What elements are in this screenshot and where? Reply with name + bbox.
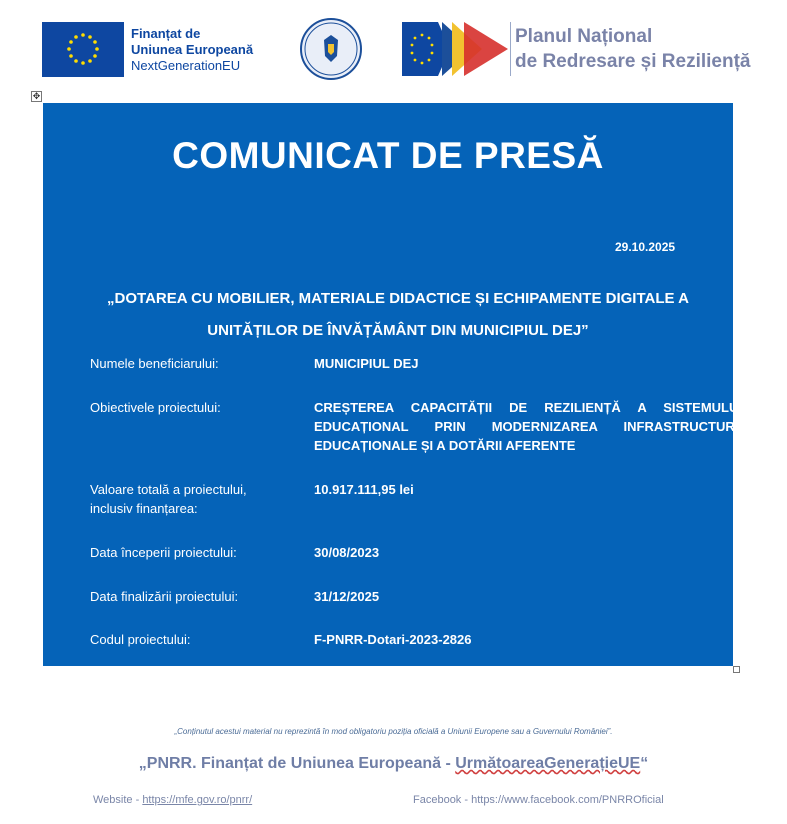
row-value: CREȘTEREA CAPACITĂȚII DE REZILIENȚĂ A SISTEMULUI EDUCAȚIONAL PRIN MODERNIZAREA INFRASTRUCTURII EDUCAȚIONALE ȘI A DOTĂRII AFERENTE [314, 400, 742, 453]
eu-line1: Finanțat de [131, 26, 201, 41]
government-seal-icon [300, 18, 362, 80]
eu-funding-label [131, 26, 253, 74]
table-resize-handle[interactable] [733, 666, 740, 673]
row-label: Obiectivele proiectului: [90, 400, 221, 415]
website-link[interactable]: https://mfe.gov.ro/pnrr/ [142, 794, 253, 806]
slogan [0, 755, 787, 773]
row-value: MUNICIPIUL DEJ [314, 356, 419, 371]
disclaimer-text: „Conținutul acestui material nu reprezintă în mod obligatoriu poziția oficială a Uniunii Europene sau a Guvernului României”. [174, 727, 613, 736]
website-info [93, 794, 252, 806]
release-date: 29.10.2025 [615, 240, 676, 254]
header-logos [0, 0, 787, 95]
pnrr-line1: Planul Național [515, 26, 653, 47]
project-title: „DOTAREA CU MOBILIER, MATERIALE DIDACTICE ȘI ECHIPAMENTE DIGITALE A UNITĂȚILOR DE ÎNVĂȚĂMÂNT DIN MUNICIPIUL DEJ” [107, 290, 689, 339]
pnrr-label [515, 24, 751, 74]
row-label: Data finalizării proiectului: [90, 589, 239, 604]
eu-line3: NextGenerationEU [131, 58, 241, 73]
row-label: Numele beneficiarului: [90, 356, 219, 371]
pnrr-logo-icon [402, 22, 508, 76]
pnrr-line2: de Redresare și Reziliență [515, 51, 751, 72]
slogan-prefix: „PNRR. Finanțat de Uniunea Europeană - [138, 755, 456, 772]
eu-line2: Uniunea Europeană [131, 42, 254, 57]
row-label: Data începerii proiectului: [90, 545, 237, 560]
page-title: COMUNICAT DE PRESĂ [172, 135, 604, 176]
row-label: Codul proiectului: [90, 632, 191, 647]
row-value: F-PNRR-Dotari-2023-2826 [314, 632, 472, 647]
facebook-info: Facebook - https://www.facebook.com/PNRROficial [413, 794, 664, 806]
eu-flag-icon [42, 22, 124, 77]
row-label: Valoare totală a proiectului, inclusiv finanțarea: [90, 482, 247, 516]
press-release-panel [43, 103, 742, 666]
table-move-handle[interactable]: ✥ [32, 91, 41, 101]
website-label: Website - [93, 794, 143, 806]
row-value: 30/08/2023 [314, 545, 380, 560]
slogan-suffix: “ [640, 755, 649, 772]
logo-divider [510, 22, 511, 76]
row-value: 31/12/2025 [314, 589, 380, 604]
slogan-hashtag: UrmătoareaGenerațieUE [455, 755, 641, 772]
row-value: 10.917.111,95 lei [314, 482, 414, 497]
